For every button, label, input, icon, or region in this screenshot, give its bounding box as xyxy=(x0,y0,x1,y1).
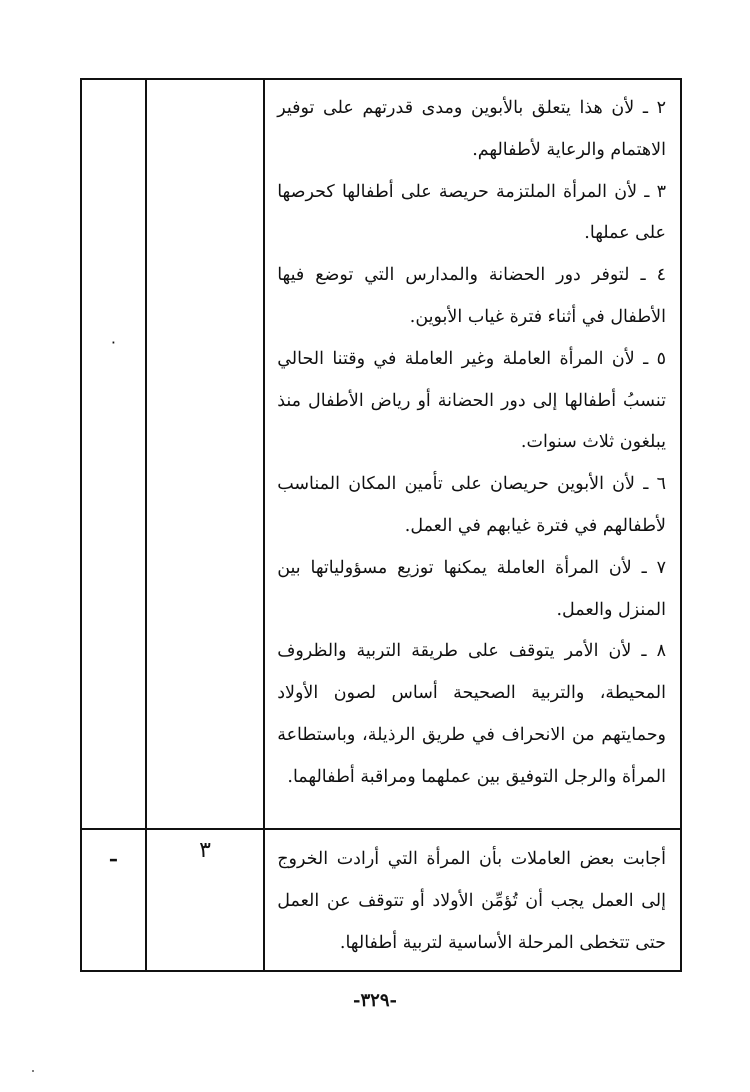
reason-item-7: ٧ ـ لأن المرأة العاملة يمكنها توزيع مسؤولياتها بين المنزل والعمل. xyxy=(277,557,666,620)
answer-cell xyxy=(264,829,681,971)
answer-text: أجابت بعض العاملات بأن المرأة التي أرادت الخروج إلى العمل يجب أن تُؤمِّن الأولاد أو تتوقف عن العمل حتى تتخطى المرحلة الأساسية لتربية أطفالها. xyxy=(277,849,666,953)
reasons-cell xyxy=(264,79,681,829)
reason-item-3: ٣ ـ لأن المرأة الملتزمة حريصة على أطفالها كحرصها على عملها. xyxy=(277,181,666,244)
mark-cell xyxy=(81,829,146,971)
table-row xyxy=(81,79,681,829)
reason-item-6: ٦ ـ لأن الأبوين حريصان على تأمين المكان المناسب لأطفالهم في فترة غيابهم في العمل. xyxy=(277,474,666,536)
reason-item-8: ٨ ـ لأن الأمر يتوقف على طريقة التربية والظروف المحيطة، والتربية الصحيحة أساس لصون الأولاد وحمايتهم من الانحراف في طريق الرذيلة، وباستطاعة المرأة والرجل التوفيق بين عملهما ومراقبة أطفالهما. xyxy=(277,641,666,787)
scan-speck xyxy=(32,1070,34,1072)
reason-item-5: ٥ ـ لأن المرأة العاملة وغير العاملة في وقتنا الحالي تنسبُ أطفالها إلى دور الحضانة أو رياض الأطفال منذ يبلغون ثلاث سنوات. xyxy=(277,348,666,453)
reason-item-2: ٢ ـ لأن هذا يتعلق بالأبوين ومدى قدرتهم على توفير الاهتمام والرعاية لأطفالهم. xyxy=(277,98,666,160)
answers-table xyxy=(80,78,682,972)
number-cell xyxy=(146,829,264,971)
reasons-list xyxy=(265,80,680,805)
mark-cell xyxy=(81,79,146,829)
page-number: -٣٢٩- xyxy=(353,990,397,1011)
row-mark: ـ xyxy=(110,842,117,866)
row-number xyxy=(147,80,263,90)
number-cell xyxy=(146,79,264,829)
table-row xyxy=(81,829,681,971)
row-mark: ٠ xyxy=(109,332,118,351)
row-number: ٣ xyxy=(199,838,211,863)
reason-item-4: ٤ ـ لتوفر دور الحضانة والمدارس التي توضع فيها الأطفال في أثناء فترة غياب الأبوين. xyxy=(277,265,666,327)
